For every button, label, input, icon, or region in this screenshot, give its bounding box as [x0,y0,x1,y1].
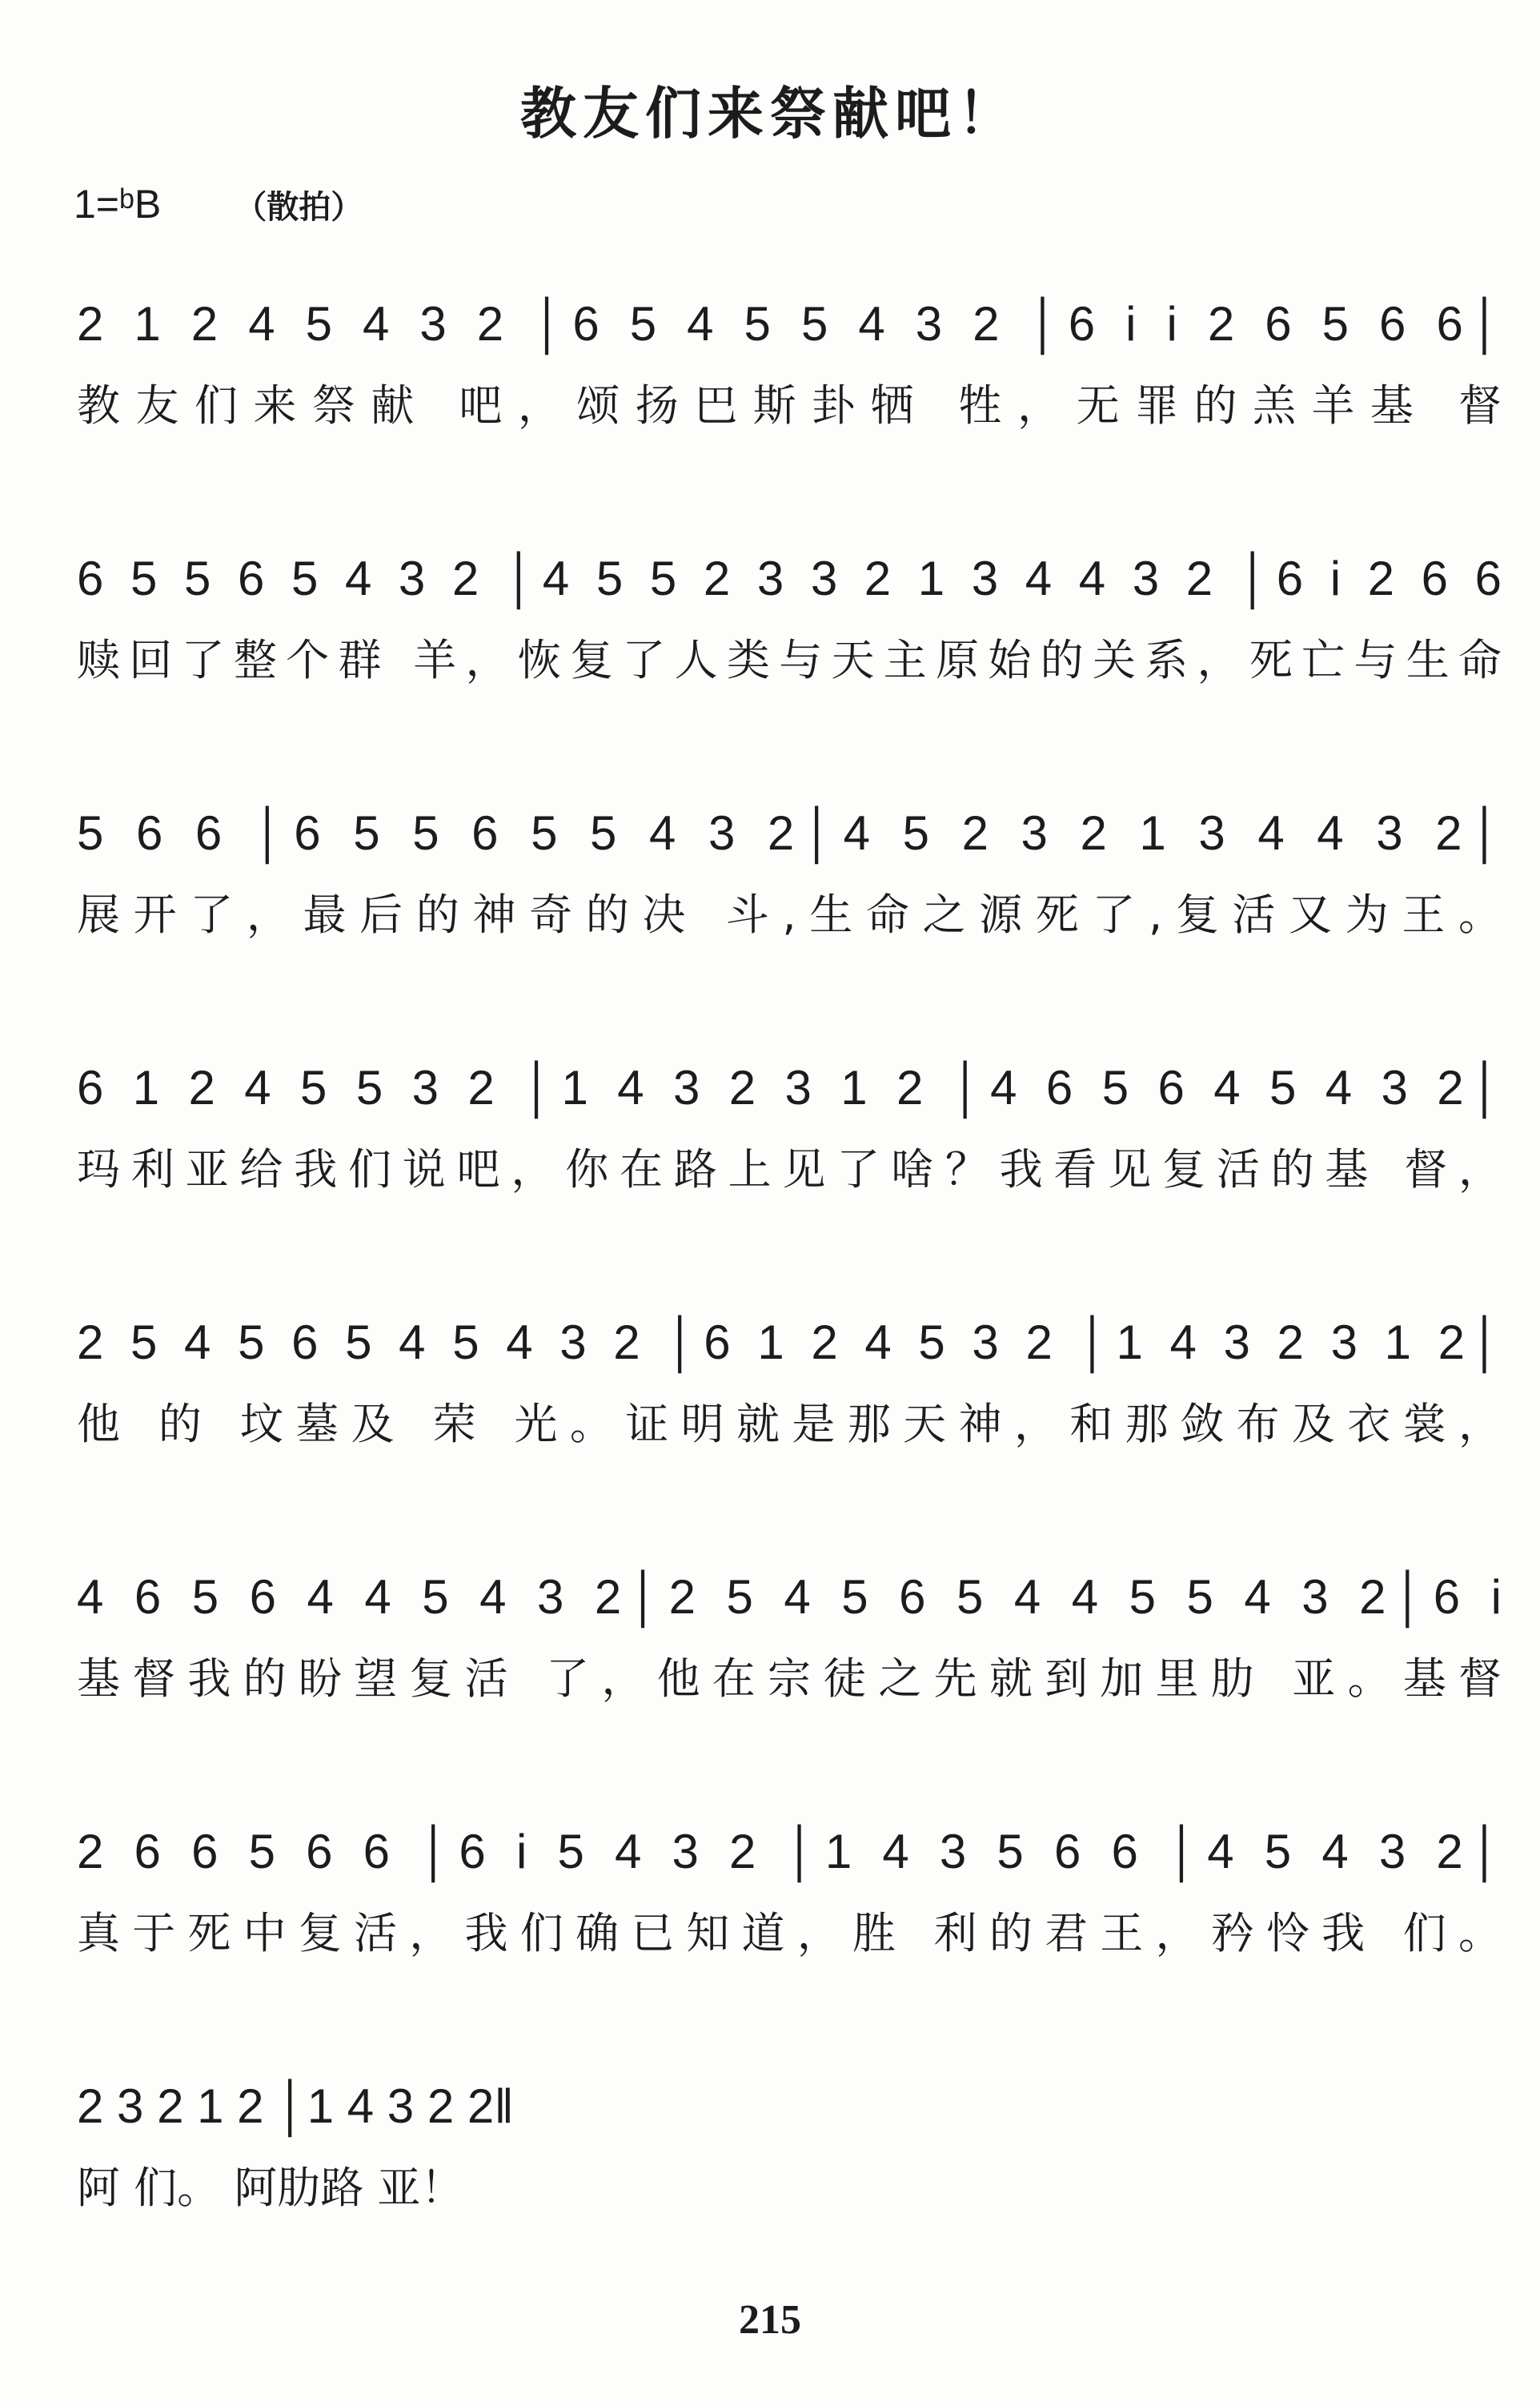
lyric-line: 教友们来祭献 吧，颂扬巴斯卦牺 牲，无罪的羔羊基 督 [77,380,1502,431]
song-title: 教友们来祭献吧！ [520,80,1020,147]
page-number: 215 [739,2297,801,2343]
notation-line: 5 6 6 │6 5 5 6 5 5 4 3 2│4 5 2 3 2 1 3 4 4 3 2│ [77,806,1502,860]
notation-line: 2 5 4 5 6 5 4 5 4 3 2 │6 1 2 4 5 3 2 │1 4 3 2 3 1 2│ [77,1315,1502,1369]
key-signature: 1=ᵇB [74,182,162,227]
notation-line: 4 6 5 6 4 4 5 4 3 2│2 5 4 5 6 5 4 4 5 5 4 3 2│6 i [77,1570,1502,1624]
lyric-line: 赎回了整个群 羊，恢复了人类与天主原始的关系，死亡与生命 [77,635,1502,685]
lyric-line: 他 的 坟墓及 荣 光。证明就是那天神，和那敛布及衣裳， [77,1399,1502,1449]
lyric-line: 玛利亚给我们说吧，你在路上见了啥？我看见复活的基 督， [77,1144,1502,1195]
notation-line: 6 5 5 6 5 4 3 2 │4 5 5 2 3 3 2 1 3 4 4 3 2 │6 i 2 6 6 [77,552,1502,605]
notation-line: 2 6 6 5 6 6 │6 i 5 4 3 2 │1 4 3 5 6 6 │4 5 4 3 2│ [77,1825,1502,1878]
notation-line: 6 1 2 4 5 5 3 2 │1 4 3 2 3 1 2 │4 6 5 6 4 5 4 3 2│ [77,1061,1502,1115]
lyric-line: 基督我的盼望复活 了，他在宗徒之先就到加里肋 亚。基督 [77,1653,1502,1704]
lyric-line: 真于死中复活，我们确已知道，胜 利的君王，矜怜我 们。 [77,1908,1502,1958]
lyric-line: 阿 们。 阿肋路 亚！ [77,2163,464,2213]
notation-line: 2 3 2 1 2 │1 4 3 2 2‖ [77,2079,515,2133]
notation-line: 2 1 2 4 5 4 3 2 │6 5 4 5 5 4 3 2 │6 i i 2 6 5 6 6│ [77,297,1502,351]
key-tempo-line [74,181,363,227]
tempo-marking: （散拍） [235,189,363,226]
lyric-line: 展开了，最后的神奇的决 斗,生命之源死了,复活又为王。 [77,890,1502,940]
